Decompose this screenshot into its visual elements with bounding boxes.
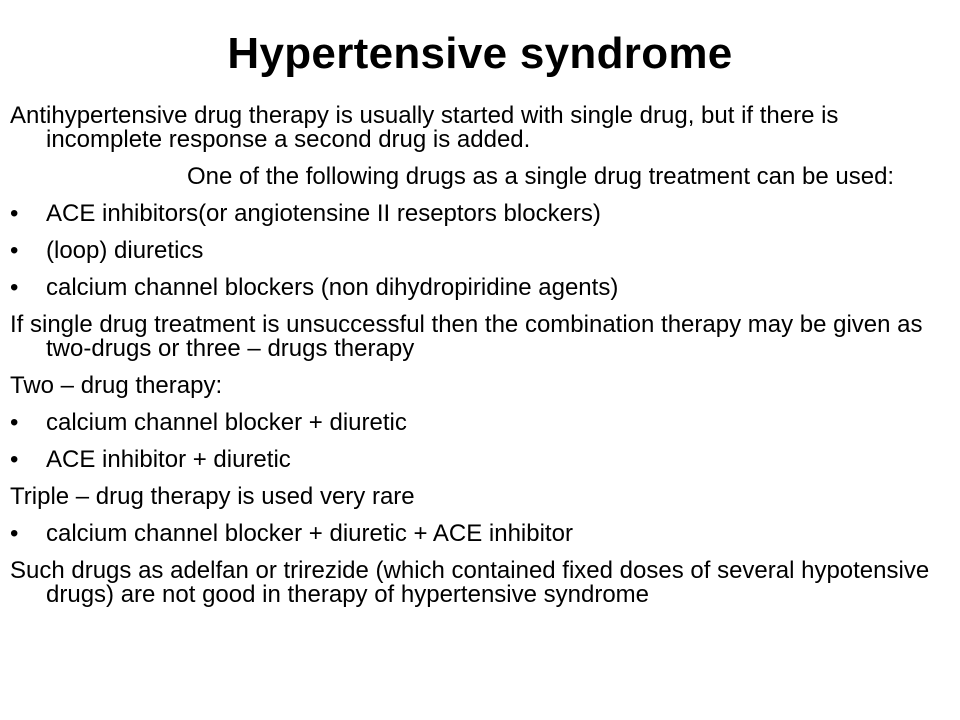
triple-drug-heading: Triple – drug therapy is used very rare	[10, 483, 415, 510]
list-item-text: ACE inhibitor + diuretic	[46, 446, 291, 473]
slide-title: Hypertensive syndrome	[227, 29, 733, 78]
bullet-icon: •	[10, 200, 19, 227]
list-item	[10, 276, 950, 300]
two-drug-heading: Two – drug therapy:	[10, 372, 223, 399]
list-item	[10, 522, 950, 546]
intro-paragraph: Antihypertensive drug therapy is usually started with single drug, but if there is incomplete response a second drug is added.	[10, 102, 839, 153]
list-item	[10, 448, 950, 472]
combination-paragraph: If single drug treatment is unsuccessful then the combination therapy may be given as two-drugs or three – drugs therapy	[10, 311, 923, 362]
list-item	[10, 239, 950, 263]
list-item	[10, 202, 950, 226]
bullet-icon: •	[10, 446, 19, 473]
bullet-icon: •	[10, 520, 19, 547]
list-item-text: (loop) diuretics	[46, 237, 204, 264]
bullet-icon: •	[10, 274, 19, 301]
list-item	[10, 411, 950, 435]
list-item-text: calcium channel blockers (non dihydropiridine agents)	[46, 274, 619, 301]
closing-paragraph: Such drugs as adelfan or trirezide (which contained fixed doses of several hypotensive drugs) are not good in therapy of hypertensive syndrome	[10, 557, 930, 608]
bullet-icon: •	[10, 237, 19, 264]
bullet-icon: •	[10, 409, 19, 436]
slide-body	[10, 104, 950, 620]
list-item-text: ACE inhibitors(or angiotensine II reseptors blockers)	[46, 200, 601, 227]
list-item-text: calcium channel blocker + diuretic	[46, 409, 407, 436]
single-drug-paragraph: One of the following drugs as a single drug treatment can be used:	[187, 163, 895, 190]
list-item-text: calcium channel blocker + diuretic + ACE inhibitor	[46, 520, 573, 547]
